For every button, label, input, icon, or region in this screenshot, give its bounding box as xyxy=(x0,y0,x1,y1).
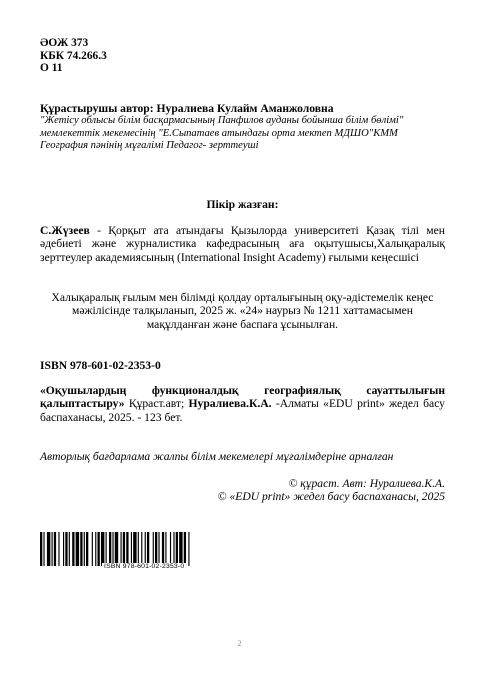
barcode-bar xyxy=(84,532,85,566)
barcode-bar xyxy=(145,532,146,566)
barcode-bar xyxy=(121,532,122,566)
isbn-line: ISBN 978-601-02-2353-0 xyxy=(40,359,161,372)
compiler-label: Құрастырушы автор: xyxy=(40,102,154,115)
barcode-bar xyxy=(65,532,67,566)
barcode-bar xyxy=(58,532,59,566)
barcode-bar xyxy=(170,532,171,566)
udc-code: ӘОЖ 373 xyxy=(40,37,89,49)
reviewer-block xyxy=(40,224,445,264)
barcode-graphic xyxy=(40,532,240,566)
barcode-bar xyxy=(98,532,100,566)
barcode-bar xyxy=(101,532,104,566)
author-mark: О 11 xyxy=(40,62,63,75)
barcode-bar xyxy=(52,532,53,566)
page-number: 2 xyxy=(237,639,242,648)
reviewer-description: - Қорқыт ата атындағы Қызылорда университеті Қазақ тілі мен әдебиеті және журналистика кафедрасының аға оқытушысы,Халықаралық зерттеулер академиясының (International Insight Academy) ғылыми кеңесшісі xyxy=(40,224,445,264)
barcode-bar xyxy=(76,532,79,566)
barcode-bar xyxy=(63,532,64,566)
copyright-author: © құраст. Авт: Нуралиева.К.А. xyxy=(288,477,445,490)
barcode-bar xyxy=(141,532,142,566)
barcode-bar xyxy=(115,532,118,566)
barcode-bar xyxy=(131,532,132,566)
barcode-bar xyxy=(40,532,42,566)
barcode-bar xyxy=(165,532,166,566)
barcode-bar xyxy=(138,532,139,566)
barcode-bar xyxy=(92,532,93,566)
barcode-bar xyxy=(126,532,128,566)
barcode-bar xyxy=(155,532,157,566)
barcode-bar xyxy=(86,532,88,566)
audience-note: Авторлық бағдарлама жалпы білім мекемелері мұғалімдеріне арналған xyxy=(40,450,394,463)
copyright-block xyxy=(40,477,445,504)
citation-block xyxy=(40,384,445,424)
isbn-barcode xyxy=(40,532,240,574)
barcode-bar xyxy=(133,532,136,566)
citation-part1: Құраст.авт; xyxy=(124,397,189,411)
udc-block xyxy=(40,37,200,75)
bbk-code: КБК 74.266.3 xyxy=(40,49,107,62)
approval-statement: Халықаралық ғылым мен білімді қолдау орталығының оқу-әдістемелік кеңес мәжілісінде талқыланып, 2025 ж. «24» наурыз № 1211 хаттамасымен мақұлданған және баспаға ұсынылған. xyxy=(51,291,434,331)
barcode-bar xyxy=(43,532,44,566)
citation-title: «Оқушылардың функционалдық географиялық сауаттылығын қалыптастыру» xyxy=(40,384,445,411)
barcode-bar xyxy=(162,532,164,566)
barcode-bar xyxy=(173,532,174,566)
barcode-bar xyxy=(47,532,50,566)
barcode-bar xyxy=(69,532,70,566)
reviewer-name: С.Жүзеев xyxy=(40,224,90,237)
compiler-line xyxy=(40,102,445,115)
barcode-bar xyxy=(80,532,82,566)
copyright-publisher: © «EDU print» жедел басу баспаханасы, 2025 xyxy=(217,490,445,504)
barcode-bar xyxy=(123,532,125,566)
compiler-name: Нуралиева Кулайм Аманжоловна xyxy=(156,102,334,115)
barcode-bar xyxy=(176,532,178,566)
barcode-bar xyxy=(179,532,182,566)
citation-part2: -Алматы «EDU print» жедел басу баспаханасы, 2025. - 123 бет. xyxy=(40,397,445,424)
barcode-bar xyxy=(147,532,149,566)
barcode-bar xyxy=(109,532,111,566)
barcode-bar xyxy=(106,532,107,566)
citation-author: Нуралиева.К.А. xyxy=(188,397,272,411)
barcode-caption: ISBN 978-601-02-2353-0 xyxy=(104,563,185,570)
compiler-block xyxy=(40,102,445,152)
barcode-bar xyxy=(72,532,74,566)
barcode-bar xyxy=(54,532,56,566)
barcode-bar xyxy=(184,532,186,566)
barcode-bar xyxy=(153,532,154,566)
compiler-affiliation: "Жетісу облысы білім басқармасының Панфилов ауданы бойынша білім бөлімі" мемлекеттік мекемесінің "Е.Сыпатаев атындағы орта мектеп МДШО"КММ География пәнінің мұғалімі Педагог- зерттеуші xyxy=(40,115,404,151)
reviewer-heading: Пікір жазған: xyxy=(206,198,279,211)
barcode-bar xyxy=(188,532,189,566)
barcode-bar xyxy=(112,532,113,566)
barcode-bar xyxy=(158,532,159,566)
barcode-bar xyxy=(95,532,96,566)
